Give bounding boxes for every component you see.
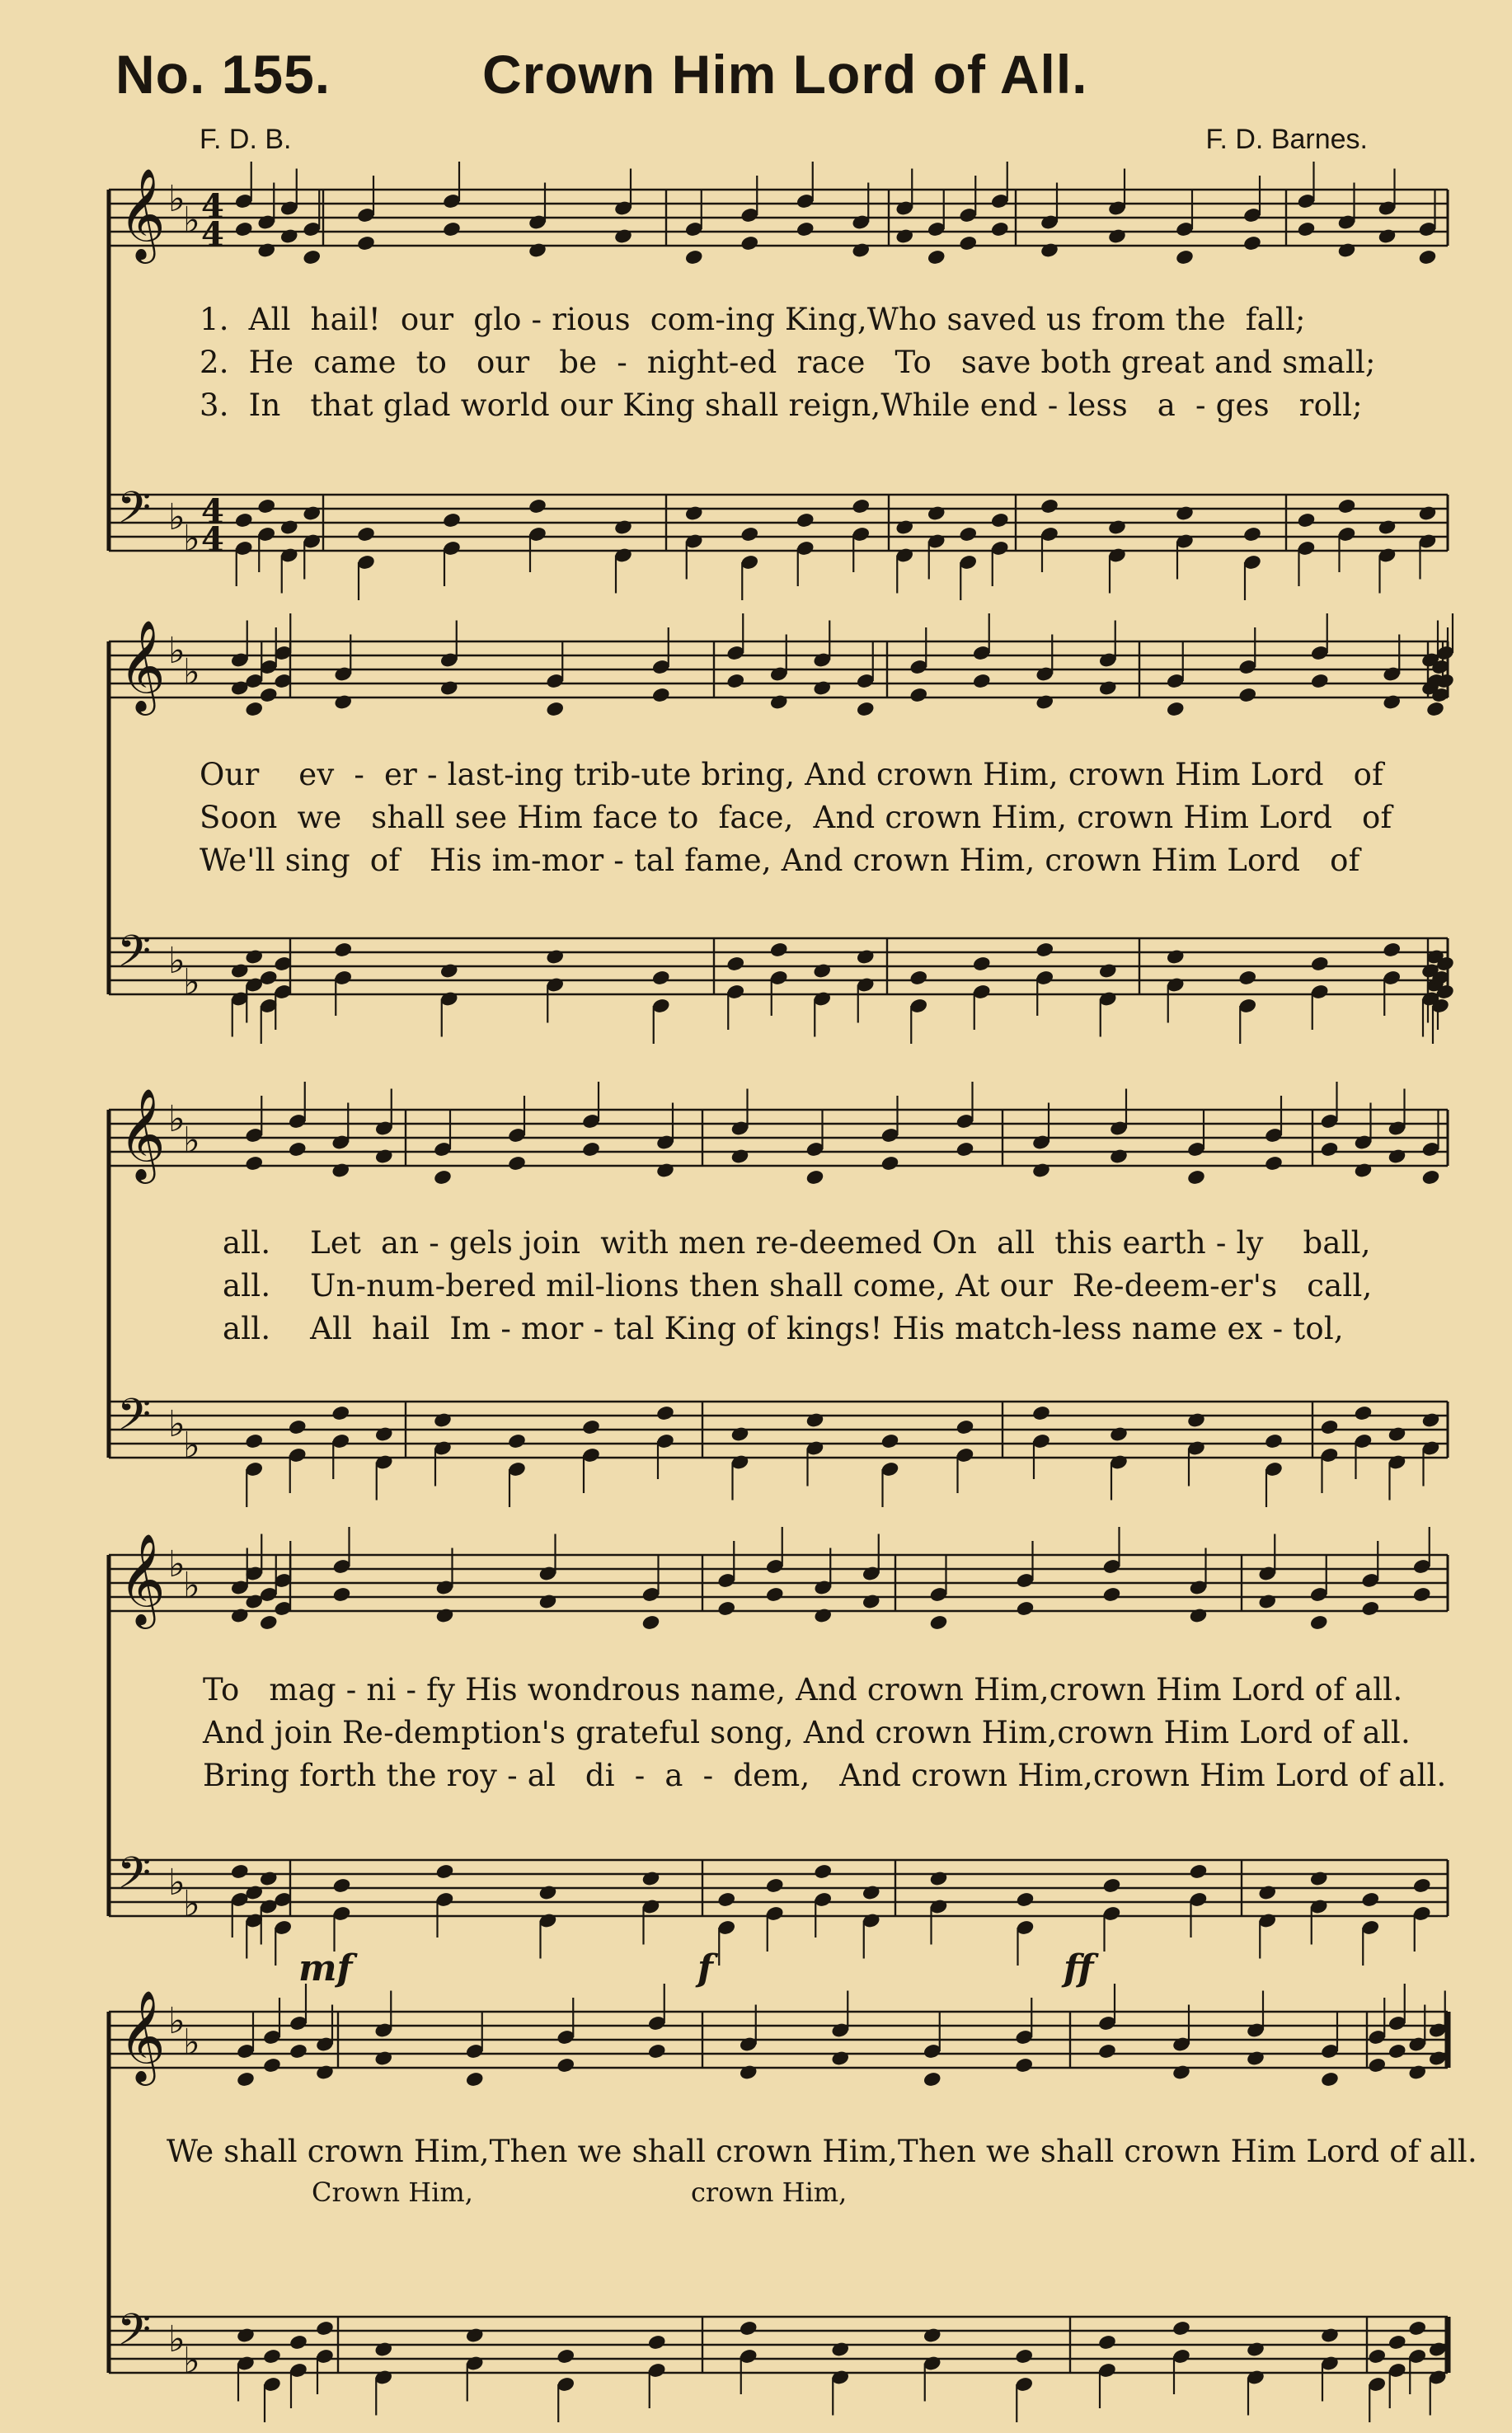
note-head <box>647 2043 667 2060</box>
note-head <box>1016 1600 1035 1618</box>
note-head <box>956 1419 975 1436</box>
treble-clef-icon: 𝄞 <box>119 619 166 712</box>
note-head <box>1175 505 1195 522</box>
note-head <box>1189 1863 1209 1881</box>
note-head <box>356 526 376 543</box>
lyric-line: We shall crown Him,Then we shall crown Him,Then we shall crown Him Lord of all. <box>167 2134 1477 2169</box>
note-head <box>1320 2327 1340 2344</box>
note-head <box>1388 1148 1407 1165</box>
note-head <box>684 505 704 522</box>
note-head <box>262 2348 282 2365</box>
flat-icon: ♭ <box>168 2318 185 2360</box>
lyric-line: Our ev - er - last-ing trib-ute bring, And crown Him, crown Him Lord of <box>200 757 1383 792</box>
note-head <box>556 2348 575 2365</box>
note-head <box>1109 1426 1129 1443</box>
note-head <box>740 235 759 252</box>
note-head <box>1320 1141 1340 1158</box>
note-head <box>1035 693 1054 711</box>
lyric-line: all. Un-num-bered mil-lions then shall come, At our Re-deem-er's call, <box>223 1268 1373 1303</box>
note-head <box>288 1141 308 1158</box>
note-head <box>1264 1433 1284 1450</box>
lyric-line: To mag - ni - fy His wondrous name, And crown Him,crown Him Lord of all. <box>203 1672 1403 1707</box>
note-head <box>813 1607 833 1624</box>
note-head <box>230 1607 250 1624</box>
note-head <box>302 505 322 522</box>
note-head <box>651 970 671 987</box>
note-head <box>1097 2043 1117 2060</box>
bass-lyric: crown Him, <box>691 2177 848 2208</box>
lyric-line: Bring forth the roy - al di - a - dem, And crown Him,crown Him Lord of all. <box>203 1758 1447 1793</box>
note-head <box>1035 942 1054 959</box>
note-head <box>1337 242 1357 259</box>
note-head <box>1166 948 1186 965</box>
note-head <box>641 1614 661 1632</box>
note-head <box>289 2334 308 2351</box>
note-head <box>958 235 978 252</box>
note-head <box>331 1405 350 1422</box>
note-head <box>1102 1586 1122 1604</box>
note-head <box>333 693 353 711</box>
flat-icon: ♭ <box>183 651 200 693</box>
words-credit: F. D. B. <box>200 124 292 155</box>
note-head <box>538 1884 558 1901</box>
note-head <box>765 1586 785 1604</box>
flat-icon: ♭ <box>168 1098 185 1140</box>
note-head <box>528 242 547 259</box>
note-head <box>805 1169 825 1186</box>
note-head <box>909 970 928 987</box>
note-head <box>1310 956 1330 973</box>
note-head <box>880 1433 900 1450</box>
note-head <box>805 1411 825 1429</box>
note-head <box>1309 1614 1329 1632</box>
time-signature-icon: 4 <box>201 492 224 531</box>
note-head <box>641 1870 661 1887</box>
note-head <box>1418 505 1438 522</box>
note-head <box>1382 942 1402 959</box>
note-head <box>332 1877 352 1895</box>
note-head <box>1421 1411 1441 1429</box>
note-head <box>1388 2334 1407 2351</box>
treble-clef-icon: 𝄞 <box>119 1087 166 1180</box>
note-head <box>1031 1405 1051 1422</box>
note-head <box>433 1169 453 1186</box>
note-head <box>244 1155 264 1172</box>
note-head <box>1186 1169 1206 1186</box>
note-head <box>1367 2348 1387 2365</box>
flat-icon: ♭ <box>183 2022 200 2064</box>
note-head <box>862 1593 881 1610</box>
note-head <box>739 2320 758 2337</box>
note-head <box>1172 2320 1191 2337</box>
note-head <box>1237 970 1257 987</box>
note-head <box>796 221 815 238</box>
note-head <box>1016 1891 1035 1909</box>
note-head <box>556 2057 575 2074</box>
note-head <box>333 942 353 959</box>
flat-icon: ♭ <box>183 961 200 1003</box>
note-head <box>1378 519 1397 536</box>
lyric-line: And join Re-demption's grateful song, And crown Him,crown Him Lord of all. <box>203 1715 1411 1750</box>
note-head <box>1109 1148 1129 1165</box>
note-head <box>244 701 264 718</box>
hymn-number: No. 155. <box>115 44 331 105</box>
lyric-line: all. All hail Im - mor - tal King of kings! His match-less name ex - tol, <box>223 1311 1344 1346</box>
note-head <box>716 1600 736 1618</box>
note-head <box>315 2064 335 2081</box>
note-head <box>684 249 704 266</box>
note-head <box>972 673 992 690</box>
note-head <box>1186 1411 1206 1429</box>
note-head <box>1412 1877 1432 1895</box>
note-head <box>230 962 250 979</box>
note-head <box>830 2050 850 2067</box>
note-head <box>730 1426 750 1443</box>
note-head <box>465 2071 485 2088</box>
treble-clef-icon: 𝄞 <box>119 167 166 260</box>
note-head <box>545 948 565 965</box>
note-head <box>830 2341 850 2358</box>
note-head <box>880 1155 900 1172</box>
note-head <box>1040 498 1059 515</box>
note-head <box>956 1141 975 1158</box>
note-head <box>1098 679 1118 697</box>
note-head <box>1388 1426 1407 1443</box>
note-head <box>442 512 462 529</box>
note-head <box>507 1433 527 1450</box>
note-head <box>1014 2057 1034 2074</box>
note-head <box>279 228 299 245</box>
bass-clef-icon: 𝄢 <box>117 483 152 544</box>
note-head <box>1425 701 1445 718</box>
note-head <box>259 1614 279 1632</box>
note-head <box>545 701 565 718</box>
note-head <box>1407 2320 1427 2337</box>
note-head <box>813 1863 833 1881</box>
note-head <box>1172 2064 1191 2081</box>
note-head <box>236 2327 256 2344</box>
note-head <box>1246 2050 1265 2067</box>
note-head <box>990 221 1010 238</box>
note-head <box>1189 1607 1209 1624</box>
note-head <box>373 2341 393 2358</box>
note-head <box>725 956 745 973</box>
note-head <box>1320 2071 1340 2088</box>
note-head <box>1388 2043 1407 2060</box>
note-head <box>851 498 871 515</box>
note-head <box>1309 1870 1329 1887</box>
note-head <box>244 1433 264 1450</box>
dynamic-ff: ff <box>1064 1947 1094 1989</box>
note-head <box>1407 2064 1427 2081</box>
flat-icon: ♭ <box>168 1403 185 1445</box>
note-head <box>990 512 1010 529</box>
note-head <box>259 687 279 704</box>
note-head <box>1382 693 1402 711</box>
note-head <box>230 1863 250 1881</box>
note-head <box>1428 2341 1448 2358</box>
note-head <box>1097 2334 1117 2351</box>
note-head <box>895 228 914 245</box>
flat-icon: ♭ <box>168 178 185 220</box>
note-head <box>1310 673 1330 690</box>
time-signature-icon: 4 <box>201 187 224 226</box>
lyric-line: 3. In that glad world our King shall reign,While end - less a - ges roll; <box>200 387 1363 423</box>
note-head <box>1242 235 1262 252</box>
note-head <box>1175 249 1195 266</box>
lyric-line: 2. He came to our be - night-ed race To save both great and small; <box>200 345 1376 380</box>
note-head <box>1337 498 1357 515</box>
note-head <box>1237 687 1257 704</box>
bass-clef-icon: 𝄢 <box>117 1390 152 1451</box>
lyric-line: 1. All hail! our glo - rious com-ing King,Who saved us from the fall; <box>200 302 1306 337</box>
note-head <box>1412 1586 1432 1604</box>
note-head <box>1354 1162 1373 1179</box>
note-head <box>851 242 871 259</box>
dynamic-mf: mf <box>298 1947 353 1989</box>
flat-icon: ♭ <box>168 1543 185 1585</box>
note-head <box>725 673 745 690</box>
note-head <box>1378 228 1397 245</box>
flat-icon: ♭ <box>183 2340 200 2382</box>
note-head <box>1102 1877 1122 1895</box>
note-head <box>730 1148 750 1165</box>
note-head <box>1242 526 1262 543</box>
note-head <box>433 1411 453 1429</box>
note-head <box>655 1405 675 1422</box>
note-head <box>769 942 789 959</box>
note-head <box>1166 701 1186 718</box>
note-head <box>1421 1169 1441 1186</box>
note-head <box>256 242 276 259</box>
note-head <box>856 701 876 718</box>
note-head <box>909 687 928 704</box>
note-head <box>739 2064 758 2081</box>
treble-clef-icon: 𝄞 <box>119 1533 166 1625</box>
note-head <box>647 2334 667 2351</box>
note-head <box>613 228 633 245</box>
note-head <box>1354 1405 1373 1422</box>
note-head <box>1428 2050 1448 2067</box>
note-head <box>256 498 276 515</box>
note-head <box>331 1162 350 1179</box>
note-head <box>259 1870 279 1887</box>
flat-icon: ♭ <box>168 2000 185 2042</box>
note-head <box>972 956 992 973</box>
note-head <box>288 1419 308 1436</box>
note-head <box>374 1148 394 1165</box>
time-signature-icon: 4 <box>201 520 224 559</box>
note-head <box>1098 962 1118 979</box>
dynamic-f: f <box>697 1947 713 1989</box>
note-head <box>856 948 876 965</box>
treble-clef-icon: 𝄞 <box>119 1989 166 2082</box>
note-head <box>374 1426 394 1443</box>
note-head <box>1264 1155 1284 1172</box>
note-head <box>765 1877 785 1895</box>
note-head <box>234 512 254 529</box>
note-head <box>439 679 459 697</box>
bass-clef-icon: 𝄢 <box>117 927 152 988</box>
flat-icon: ♭ <box>183 518 200 560</box>
note-head <box>655 1162 675 1179</box>
note-head <box>1257 1593 1277 1610</box>
time-signature-icon: 4 <box>201 215 224 254</box>
lyric-line: We'll sing of His im-mor - tal fame, And crown Him, crown Him Lord of <box>200 843 1360 878</box>
note-head <box>740 526 759 543</box>
note-head <box>613 519 633 536</box>
note-head <box>958 526 978 543</box>
flat-icon: ♭ <box>183 1425 200 1467</box>
flat-icon: ♭ <box>168 1862 185 1904</box>
note-head <box>1320 1419 1340 1436</box>
note-head <box>581 1419 601 1436</box>
note-head <box>812 962 832 979</box>
note-head <box>528 498 547 515</box>
note-head <box>465 2327 485 2344</box>
note-head <box>356 235 376 252</box>
note-head <box>769 693 789 711</box>
hymn-title: Crown Him Lord of All. <box>482 44 1088 105</box>
note-head <box>435 1607 455 1624</box>
note-head <box>1031 1162 1051 1179</box>
note-head <box>373 2050 393 2067</box>
music-credit: F. D. Barnes. <box>1205 124 1368 155</box>
flat-icon: ♭ <box>183 200 200 242</box>
note-head <box>581 1141 601 1158</box>
note-head <box>923 2327 942 2344</box>
note-head <box>716 1891 736 1909</box>
note-head <box>927 505 946 522</box>
flat-icon: ♭ <box>183 1120 200 1162</box>
note-head <box>538 1593 558 1610</box>
note-head <box>315 2320 335 2337</box>
note-head <box>507 1155 527 1172</box>
note-head <box>927 249 946 266</box>
note-head <box>1014 2348 1034 2365</box>
note-head <box>439 962 459 979</box>
note-head <box>862 1884 881 1901</box>
flat-icon: ♭ <box>183 1883 200 1925</box>
note-head <box>1246 2341 1265 2358</box>
note-head <box>895 519 914 536</box>
bass-clef-icon: 𝄢 <box>117 1848 152 1909</box>
note-head <box>1367 2057 1387 2074</box>
note-head <box>1040 242 1059 259</box>
note-head <box>442 221 462 238</box>
bass-lyric: Crown Him, <box>312 2177 473 2208</box>
note-head <box>234 221 254 238</box>
flat-icon: ♭ <box>168 940 185 982</box>
note-head <box>1418 249 1438 266</box>
note-head <box>279 519 299 536</box>
note-head <box>812 679 832 697</box>
note-head <box>1360 1891 1380 1909</box>
note-head <box>262 2057 282 2074</box>
lyric-line: Soon we shall see Him face to face, And crown Him, crown Him Lord of <box>200 800 1392 835</box>
flat-icon: ♭ <box>168 630 185 672</box>
note-head <box>289 2043 308 2060</box>
note-head <box>1297 512 1317 529</box>
note-head <box>651 687 671 704</box>
note-head <box>435 1863 455 1881</box>
note-head <box>236 2071 256 2088</box>
note-head <box>332 1586 352 1604</box>
note-head <box>1257 1884 1277 1901</box>
lyric-line: all. Let an - gels join with men re-deemed On all this earth - ly ball, <box>223 1225 1371 1261</box>
note-head <box>1107 519 1127 536</box>
note-head <box>302 249 322 266</box>
note-head <box>1297 221 1317 238</box>
note-head <box>796 512 815 529</box>
note-head <box>923 2071 942 2088</box>
flat-icon: ♭ <box>183 1565 200 1607</box>
note-head <box>929 1870 949 1887</box>
flat-icon: ♭ <box>168 496 185 538</box>
bass-clef-icon: 𝄢 <box>117 2305 152 2366</box>
note-head <box>1360 1600 1380 1618</box>
note-head <box>244 948 264 965</box>
note-head <box>929 1614 949 1632</box>
note-head <box>1107 228 1127 245</box>
